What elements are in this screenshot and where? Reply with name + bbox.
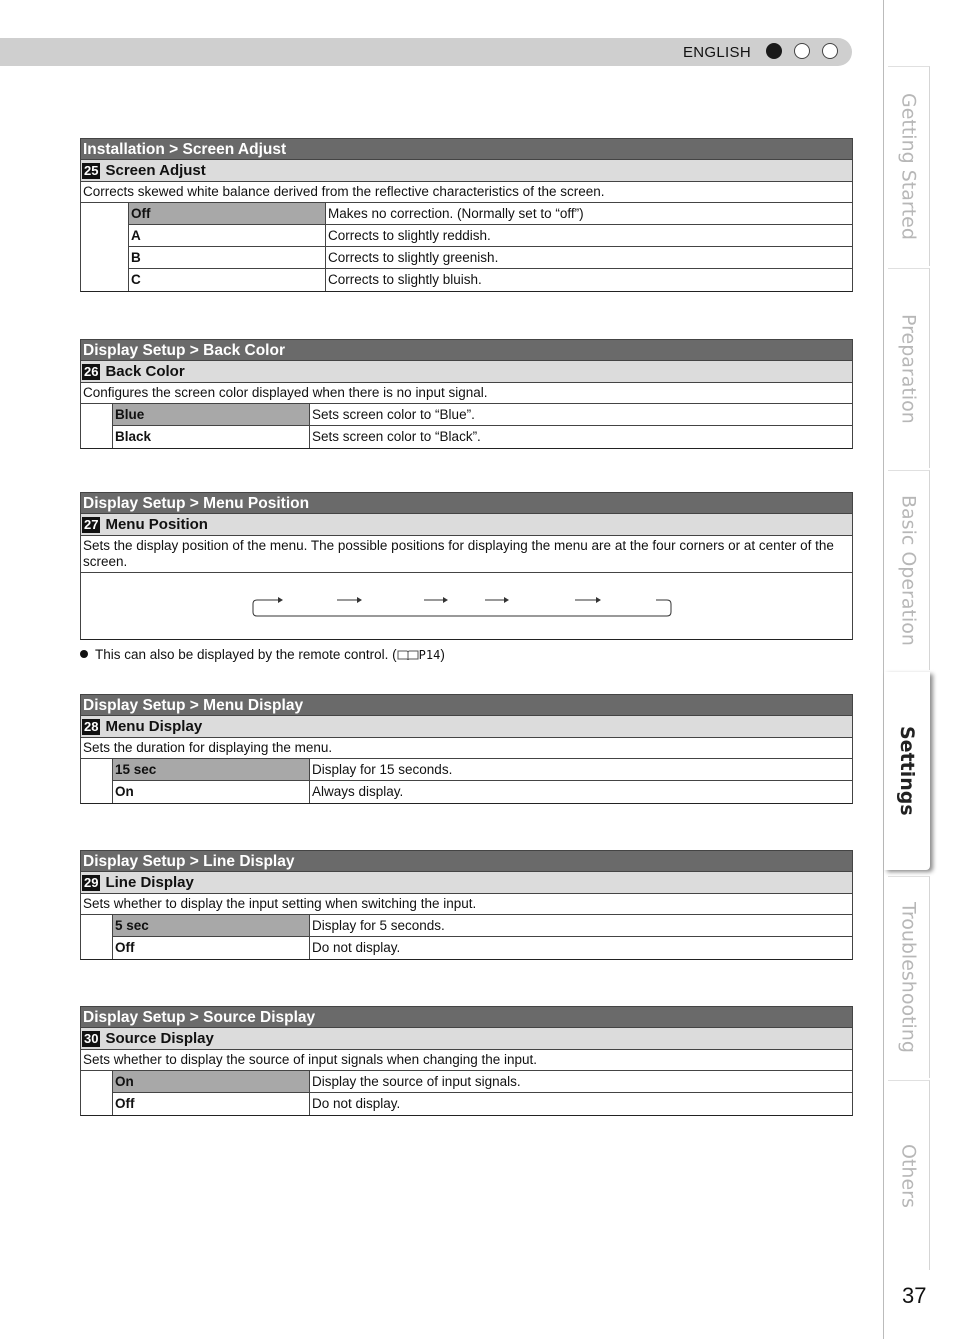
page-indicator-dot-empty bbox=[794, 43, 810, 59]
setting-name: Line Display bbox=[105, 873, 194, 891]
setting-name: Menu Display bbox=[105, 717, 203, 735]
tab-settings[interactable] bbox=[884, 672, 930, 870]
options-table bbox=[80, 915, 853, 960]
setting-description: Sets whether to display the source of input signals when changing the input. bbox=[80, 1050, 853, 1071]
section-title: Installation > Screen Adjust bbox=[80, 138, 853, 160]
tab-label: Preparation bbox=[897, 313, 920, 424]
section-title: Display Setup > Menu Position bbox=[80, 492, 853, 514]
option-value: Do not display. bbox=[312, 1096, 401, 1111]
setting-name: Menu Position bbox=[105, 515, 208, 533]
section-line-display bbox=[80, 850, 853, 960]
setting-name: Back Color bbox=[105, 362, 185, 380]
option-key: On bbox=[113, 781, 310, 803]
setting-description: Sets whether to display the input setting when switching the input. bbox=[80, 894, 853, 915]
option-value: Display the source of input signals. bbox=[310, 1071, 852, 1093]
section-back-color bbox=[80, 339, 853, 449]
tab-others[interactable] bbox=[888, 1080, 930, 1270]
option-key: 15 sec bbox=[113, 759, 310, 781]
tab-preparation[interactable] bbox=[888, 268, 930, 468]
setting-description: Configures the screen color displayed when there is no input signal. bbox=[80, 383, 853, 404]
option-value: Corrects to slightly bluish. bbox=[328, 272, 482, 287]
position-cycle-arrows bbox=[81, 573, 852, 638]
section-menu-display bbox=[80, 694, 853, 804]
option-key: 5 sec bbox=[113, 915, 310, 937]
option-value: Makes no correction. (Normally set to “off”) bbox=[326, 203, 852, 225]
book-icon bbox=[397, 648, 419, 659]
remote-control-note bbox=[80, 647, 445, 662]
option-key: Off bbox=[113, 937, 310, 959]
setting-number: 25 bbox=[84, 162, 99, 178]
option-key: Off bbox=[129, 203, 326, 225]
option-value: Do not display. bbox=[312, 940, 401, 955]
section-title: Display Setup > Menu Display bbox=[80, 694, 853, 716]
setting-heading bbox=[80, 1028, 853, 1050]
setting-number: 26 bbox=[84, 363, 99, 379]
setting-number: 30 bbox=[84, 1030, 99, 1046]
bullet-icon bbox=[80, 650, 88, 658]
option-key: Off bbox=[113, 1093, 310, 1115]
option-value: Corrects to slightly reddish. bbox=[326, 225, 852, 247]
tab-getting-started[interactable] bbox=[888, 66, 930, 266]
options-table bbox=[80, 203, 853, 292]
setting-heading bbox=[80, 514, 853, 536]
option-key: Black bbox=[113, 426, 310, 448]
option-key: B bbox=[129, 247, 326, 269]
section-screen-adjust bbox=[80, 138, 853, 292]
section-title: Display Setup > Source Display bbox=[80, 1006, 853, 1028]
option-value: Sets screen color to “Blue”. bbox=[310, 404, 852, 426]
option-key: Blue bbox=[113, 404, 310, 426]
page-indicator-dot-empty bbox=[822, 43, 838, 59]
section-title: Display Setup > Back Color bbox=[80, 339, 853, 361]
setting-description: Sets the display position of the menu. The possible positions for displaying the menu are at the four corners or at center of the screen. bbox=[80, 536, 853, 573]
page-indicator-dot-filled bbox=[766, 43, 782, 59]
options-table bbox=[80, 759, 853, 804]
tab-label: Getting Started bbox=[897, 93, 920, 240]
note-close: ) bbox=[440, 647, 445, 662]
page-number: 37 bbox=[902, 1283, 927, 1308]
language-label: ENGLISH bbox=[683, 44, 751, 61]
setting-description: Corrects skewed white balance derived from the reflective characteristics of the screen. bbox=[80, 182, 853, 203]
tab-label: Others bbox=[897, 1143, 920, 1208]
setting-description: Sets the duration for displaying the menu. bbox=[80, 738, 853, 759]
options-table bbox=[80, 404, 853, 449]
section-source-display bbox=[80, 1006, 853, 1116]
setting-heading bbox=[80, 160, 853, 182]
menu-position-diagram bbox=[80, 573, 853, 640]
section-menu-position bbox=[80, 492, 853, 640]
setting-number: 27 bbox=[84, 516, 99, 532]
option-value: Always display. bbox=[312, 784, 404, 799]
option-key: On bbox=[113, 1071, 310, 1093]
option-value: Corrects to slightly greenish. bbox=[326, 247, 852, 269]
options-table bbox=[80, 1071, 853, 1116]
tab-troubleshooting[interactable] bbox=[888, 876, 930, 1078]
page-reference[interactable]: P14 bbox=[418, 648, 441, 662]
setting-number: 28 bbox=[84, 718, 99, 734]
option-value: Display for 5 seconds. bbox=[310, 915, 852, 937]
tab-label: Settings bbox=[896, 726, 918, 816]
setting-number: 29 bbox=[84, 874, 99, 890]
tab-basic-operation[interactable] bbox=[888, 470, 930, 670]
setting-heading bbox=[80, 716, 853, 738]
setting-name: Screen Adjust bbox=[105, 161, 206, 179]
option-key: C bbox=[129, 269, 326, 291]
setting-name: Source Display bbox=[105, 1029, 214, 1047]
tab-label: Troubleshooting bbox=[897, 902, 920, 1053]
option-key: A bbox=[129, 225, 326, 247]
section-title: Display Setup > Line Display bbox=[80, 850, 853, 872]
sidebar-divider bbox=[883, 0, 884, 1339]
setting-heading bbox=[80, 872, 853, 894]
option-value: Display for 15 seconds. bbox=[310, 759, 852, 781]
option-value: Sets screen color to “Black”. bbox=[312, 429, 481, 444]
tab-label: Basic Operation bbox=[897, 495, 920, 646]
setting-heading bbox=[80, 361, 853, 383]
note-text: This can also be displayed by the remote control. ( bbox=[95, 647, 397, 662]
